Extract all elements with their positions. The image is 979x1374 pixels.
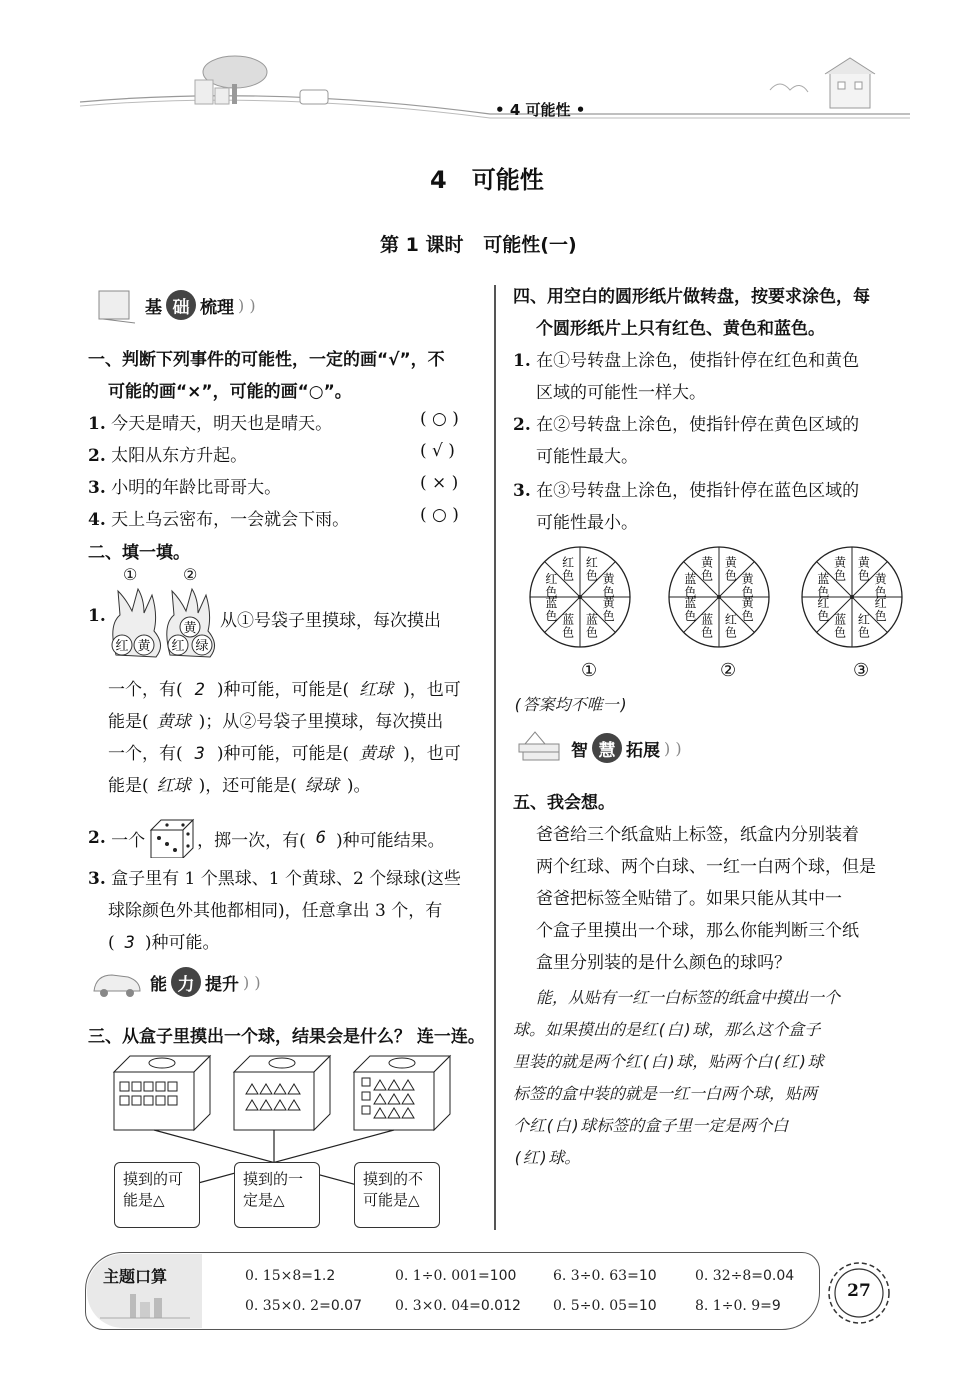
q1-item-2: 2. 太阳从东方升起。 — [88, 446, 248, 466]
q1-item-4: 4. 天上乌云密布，一会就会下雨。 — [88, 510, 350, 530]
bag1-label: ① — [123, 565, 138, 584]
q5-answer-line-1: 能，从贴有一红一白标签的纸盒中摸出一个 — [536, 988, 841, 1007]
q5-answer-line-2: 球。如果摸出的是红(白)球，那么这个盒子 — [513, 1020, 821, 1039]
wheel-3-sector-2: 黄色 — [874, 572, 887, 600]
wheel-1-sector-7: 红色 — [545, 572, 558, 600]
wheel-1-sector-8: 红色 — [562, 555, 575, 583]
q4-item-3-line2: 可能性最小。 — [536, 513, 638, 533]
q1-title-line2: 可能的画“×”，可能的画“○”。 — [108, 382, 352, 402]
calc-5: 0. 35×0. 2=0.07 — [245, 1298, 362, 1314]
q4-item-2-line1: 2. 在②号转盘上涂色，使指针停在黄色区域的 — [513, 415, 860, 435]
wheel-3-sector-4: 红色 — [857, 612, 870, 640]
q2-p1-line4: 一个，有( 3 )种可能，可能是( 黄球 )，也可 — [108, 744, 461, 764]
wheel-3-sector-6: 红色 — [817, 595, 830, 623]
q1-answer-2: ( √ ) — [420, 441, 455, 461]
q3-title: 三、从盒子里摸出一个球，结果会是什么？ 连一连。 — [88, 1027, 485, 1047]
q5-line-4: 个盒子里摸出一个球，那么你能判断三个纸 — [536, 921, 859, 941]
q4-item-3-line1: 3. 在③号转盘上涂色，使指针停在蓝色区域的 — [513, 481, 860, 501]
bag2-ball-2: 红 — [171, 639, 185, 654]
bag1-ball-1: 红 — [115, 639, 129, 654]
wheel-2-sector-6: 蓝色 — [684, 595, 697, 623]
wheel-1-sector-3: 黄色 — [602, 595, 615, 623]
q1-answer-4: ( ○ ) — [420, 505, 459, 525]
spinner-wheel-1 — [530, 547, 630, 647]
q4-note: (答案均不唯一) — [513, 695, 629, 714]
q5-answer-line-6: (红)球。 — [513, 1148, 581, 1167]
column-divider — [494, 285, 496, 1230]
wheel-2-sector-7: 蓝色 — [684, 572, 697, 600]
q4-item-1-line1: 1. 在①号转盘上涂色，使指针停在红色和黄色 — [513, 351, 860, 371]
q5-answer-line-4: 标签的盒中装的就是一红一白两个球，贴两 — [513, 1084, 818, 1103]
q1-title-line1: 一、判断下列事件的可能性，一定的画“√”，不 — [88, 350, 445, 370]
box-triangles — [234, 1056, 330, 1130]
bag2-ball-1: 黄 — [183, 621, 197, 636]
q5-title: 五、我会想。 — [513, 793, 615, 813]
wheel-3-sector-1: 黄色 — [857, 555, 870, 583]
q4-title-line2: 个圆形纸片上只有红色、黄色和蓝色。 — [536, 319, 825, 339]
chapter-title: 4 可能性 — [430, 166, 544, 194]
q5-line-1: 爸爸给三个纸盒贴上标签，纸盒内分别装着 — [536, 825, 859, 845]
bag1-ball-2: 黄 — [137, 639, 151, 654]
wheel-3-sector-8: 黄色 — [834, 555, 847, 583]
wheel-1-sector-1: 红色 — [585, 555, 598, 583]
section-badge-basics: 基 础 梳理 ) ) — [95, 285, 256, 325]
wheel-3-sector-7: 蓝色 — [817, 572, 830, 600]
spinner-wheel-3 — [802, 547, 902, 647]
books-icon — [515, 730, 567, 766]
bag2-label: ② — [183, 565, 198, 584]
q2-p1-line1: 从①号袋子里摸球，每次摸出 — [220, 611, 441, 631]
q5-answer-line-3: 里装的就是两个红(白)球，贴两个白(红)球 — [513, 1052, 824, 1071]
q2-p1-line5: 能是( 红球 )，还可能是( 绿球 )。 — [108, 776, 371, 796]
box-mixed — [354, 1056, 450, 1130]
q2-p1-line3: 能是( 黄球 )；从②号袋子里摸球，每次摸出 — [108, 712, 444, 732]
wheel-2-sector-1: 黄色 — [724, 555, 737, 583]
calc-4: 0. 32÷8=0.04 — [695, 1268, 795, 1284]
section-badge-ability: 能 力 提升 ) ) — [90, 965, 261, 999]
header-decoration — [70, 50, 910, 125]
calc-3: 6. 3÷0. 63=10 — [553, 1268, 657, 1284]
q2-p1-num: 1. — [88, 606, 106, 626]
q5-line-5: 盒里分别装的是什么颜色的球吗？ — [536, 953, 791, 973]
q2-p3-line3: ( 3 )种可能。 — [108, 933, 220, 953]
q4-item-2-line2: 可能性最大。 — [536, 447, 638, 467]
wheel-3-sector-3: 红色 — [874, 595, 887, 623]
lesson-title: 第 1 课时 可能性(一) — [380, 234, 577, 256]
q2-p2: 2. 一个 ，掷一次，有( 6 )种可能结果。 — [88, 818, 445, 858]
calc-1: 0. 15×8=1.2 — [245, 1268, 336, 1284]
page-number: 27 — [847, 1281, 871, 1301]
wheel-1-sector-6: 蓝色 — [545, 595, 558, 623]
q4-item-1-line2: 区域的可能性一样大。 — [536, 383, 706, 403]
wheel-1-sector-4: 蓝色 — [585, 612, 598, 640]
q3-label-maybe: 摸到的可 能是△ — [114, 1162, 200, 1228]
q3-label-certain: 摸到的一 定是△ — [234, 1162, 320, 1228]
wheel-2-sector-8: 黄色 — [701, 555, 714, 583]
q3-label-impossible: 摸到的不 可能是△ — [354, 1162, 440, 1228]
running-title: • 4 可能性 • — [495, 101, 586, 119]
car-icon — [90, 965, 146, 999]
calc-6: 0. 3×0. 04=0.012 — [395, 1298, 521, 1314]
box-squares — [114, 1056, 210, 1130]
q5-line-2: 两个红球、两个白球、一红一白两个球，但是 — [536, 857, 876, 877]
section-badge-wisdom: 智 慧 拓展 ) ) — [515, 730, 682, 766]
q1-answer-1: ( ○ ) — [420, 409, 459, 429]
q1-item-3: 3. 小明的年龄比哥哥大。 — [88, 478, 282, 498]
spinner-wheels — [520, 540, 920, 655]
bags-illustration — [108, 585, 218, 665]
wheel-2-sector-2: 黄色 — [741, 572, 754, 600]
q2-p1-line2: 一个，有( 2 )种可能，可能是( 红球 )，也可 — [108, 680, 461, 700]
calc-2: 0. 1÷0. 001=100 — [395, 1268, 517, 1284]
wheel-3-label: ③ — [853, 660, 870, 681]
wheel-2-sector-5: 蓝色 — [701, 612, 714, 640]
q4-title-line1: 四、用空白的圆形纸片做转盘，按要求涂色，每 — [513, 287, 870, 307]
footer-label: 主题口算 — [103, 1267, 168, 1286]
bag2-ball-3: 绿 — [195, 639, 209, 654]
q5-answer-line-5: 个红(白)球标签的盒子里一定是两个白 — [513, 1116, 789, 1135]
q2-p3-line1: 3. 盒子里有 1 个黑球、1 个黄球、2 个绿球(这些 — [88, 869, 461, 889]
wheel-2-label: ② — [720, 660, 737, 681]
wheel-3-sector-5: 蓝色 — [834, 612, 847, 640]
q1-item-1: 1. 今天是晴天，明天也是晴天。 — [88, 414, 333, 434]
calc-8: 8. 1÷0. 9=9 — [695, 1298, 781, 1314]
wheel-2-sector-4: 红色 — [724, 612, 737, 640]
q2-p3-line2: 球除颜色外其他都相同)，任意拿出 3 个，有 — [108, 901, 443, 921]
wheel-1-sector-2: 黄色 — [602, 572, 615, 600]
dice-icon — [147, 818, 195, 858]
book-icon — [95, 285, 141, 325]
wheel-2-sector-3: 黄色 — [741, 595, 754, 623]
q5-line-3: 爸爸把标签全贴错了。如果只能从其中一 — [536, 889, 842, 909]
wheel-1-sector-5: 蓝色 — [562, 612, 575, 640]
q2-title: 二、填一填。 — [88, 543, 190, 563]
wheel-1-label: ① — [581, 660, 598, 681]
calc-7: 0. 5÷0. 05=10 — [553, 1298, 657, 1314]
q1-answer-3: ( × ) — [420, 473, 459, 493]
footer-skyline-icon — [100, 1290, 190, 1320]
spinner-wheel-2 — [669, 547, 769, 647]
